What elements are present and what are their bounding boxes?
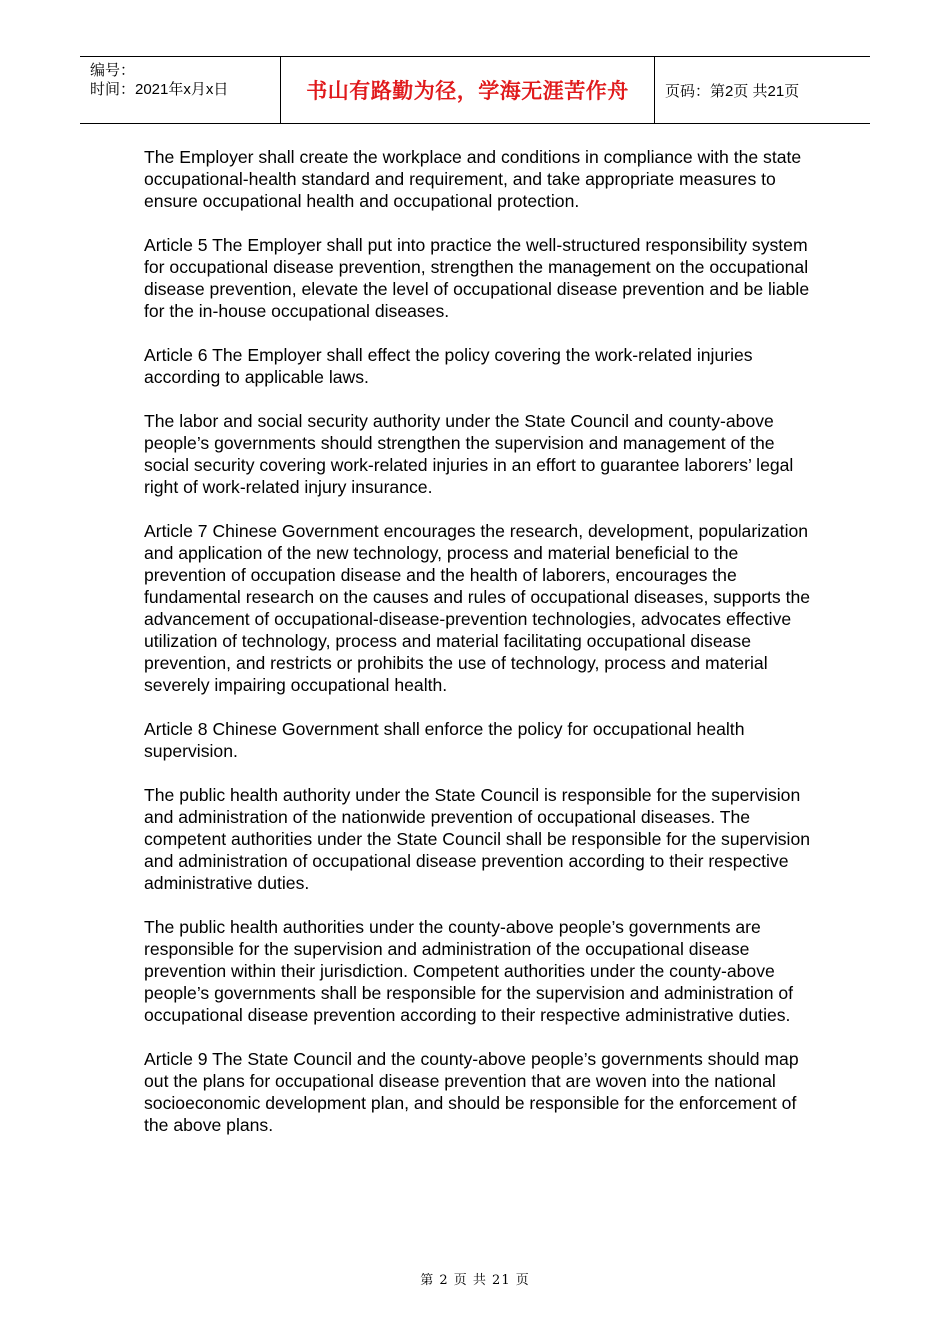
paragraph-article-5: Article 5 The Employer shall put into practice the well-structured responsibility system for occupational disease prevention, strengthen the management on the occupational disease prevention, elevate the level of occupational disease prevention and be liable for the in-house occupational diseases. xyxy=(144,235,810,321)
paragraph: The public health authority under the State Council is responsible for the supervision and administration of the nationwide prevention of occupational diseases. The competent authorities under the State Council shall be responsible for the supervision and administration of occupational disease prevention according to their respective administrative duties. xyxy=(144,785,811,893)
page-header xyxy=(80,56,870,124)
page-footer xyxy=(0,1269,950,1288)
paragraph: The Employer shall create the workplace and conditions in compliance with the state occupational-health standard and requirement, and take appropriate measures to ensure occupational health and occupational protection. xyxy=(144,147,802,211)
header-motto-cell xyxy=(281,57,655,123)
paragraph-article-9: Article 9 The State Council and the county-above people’s governments should map out the plans for occupational disease prevention that are woven into the national socioeconomic development plan, and should be responsible for the enforcement of the above plans. xyxy=(144,1049,799,1135)
footer-page-number: 第 2 页 共 21 页 xyxy=(420,1273,530,1288)
time-label: 时间：2021年x月x日 xyxy=(90,81,229,98)
header-page-cell xyxy=(655,57,870,123)
page-info: 页码：第2页 共21页 xyxy=(665,82,800,100)
paragraph-article-7: Article 7 Chinese Government encourages the research, development, popularization and application of the new technology, process and material beneficial to the prevention of occupation disease and the health of laborers, encourages the fundamental research on the causes and rules of occupational diseases, supports the advancement of occupational-disease-prevention technologies, advocates effective utilization of technology, process and material facilitating occupational disease prevention, and restricts or prohibits the use of technology, process and material severely impairing occupational health. xyxy=(144,521,811,695)
paragraph-article-8: Article 8 Chinese Government shall enforce the policy for occupational health supervision. xyxy=(144,719,745,761)
document-body xyxy=(144,146,824,1158)
header-meta-cell xyxy=(80,57,281,123)
motto-text: 书山有路勤为径，学海无涯苦作舟 xyxy=(306,78,629,103)
paragraph-article-6: Article 6 The Employer shall effect the policy covering the work-related injuries according to applicable laws. xyxy=(144,345,753,387)
serial-number-label: 编号： xyxy=(90,62,136,79)
paragraph: The public health authorities under the county-above people’s governments are responsible for the supervision and administration of the occupational disease prevention within their jurisdiction. Competent authorities under the county-above people’s governments shall be responsible for the supervision and administration of occupational disease prevention according to their respective administrative duties. xyxy=(144,917,794,1025)
paragraph: The labor and social security authority under the State Council and county-above people’s governments should strengthen the supervision and management of the social security covering work-related injuries in an effort to guarantee laborers’ legal right of work-related injury insurance. xyxy=(144,411,794,497)
